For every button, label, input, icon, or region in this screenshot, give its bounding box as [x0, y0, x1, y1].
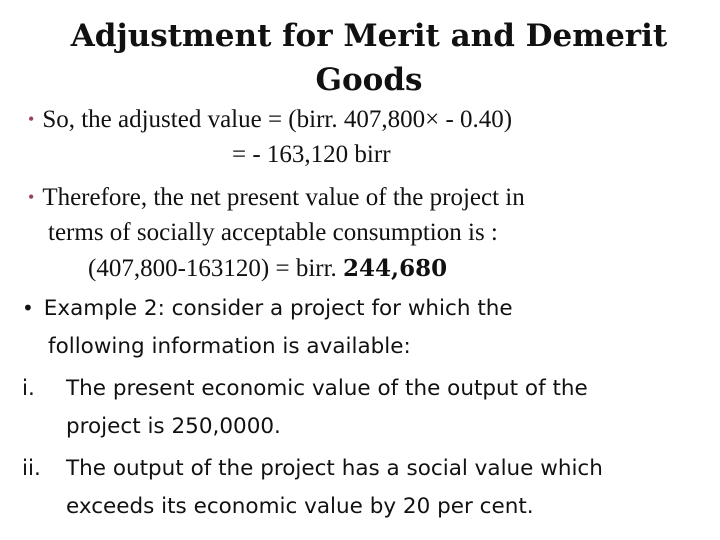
title-line-1: Adjustment for Merit and Demerit — [70, 18, 668, 54]
npv-result-value: 244,680 — [343, 255, 448, 282]
bullet-text: So, the adjusted value = (birr. 407,800× - 0.40) — [42, 106, 513, 133]
list-number: ii. — [22, 456, 41, 481]
bullet-net-present-value — [28, 180, 525, 215]
title-line-2: Goods — [315, 62, 423, 98]
example-2-bullet — [22, 296, 513, 321]
example-text: Example 2: consider a project for which the — [43, 296, 513, 321]
bullet-text: Therefore, the net present value of the project in — [42, 184, 525, 211]
list-item-ii — [22, 456, 603, 481]
bullet-net-present-value-line-3 — [88, 252, 447, 286]
bullet-marker: • — [28, 109, 35, 129]
calculation-text: (407,800-163120) = birr. — [88, 255, 344, 282]
bullet-marker: • — [22, 296, 34, 320]
list-item-text: The output of the project has a social value which — [66, 456, 603, 481]
list-item-i — [22, 376, 588, 401]
slide-title — [0, 14, 720, 102]
bullet-adjusted-value-result: = - 163,120 birr — [232, 141, 391, 168]
example-2-line-2: following information is available: — [48, 334, 411, 359]
bullet-marker: • — [28, 187, 35, 207]
list-item-text: The present economic value of the output of the — [66, 376, 588, 401]
bullet-adjusted-value — [28, 102, 512, 137]
list-item-i-line-2: project is 250,0000. — [66, 414, 281, 439]
bullet-net-present-value-line-2: terms of socially acceptable consumption is : — [48, 219, 498, 246]
list-item-ii-line-2: exceeds its economic value by 20 per cent. — [66, 494, 534, 519]
list-number: i. — [22, 376, 35, 401]
